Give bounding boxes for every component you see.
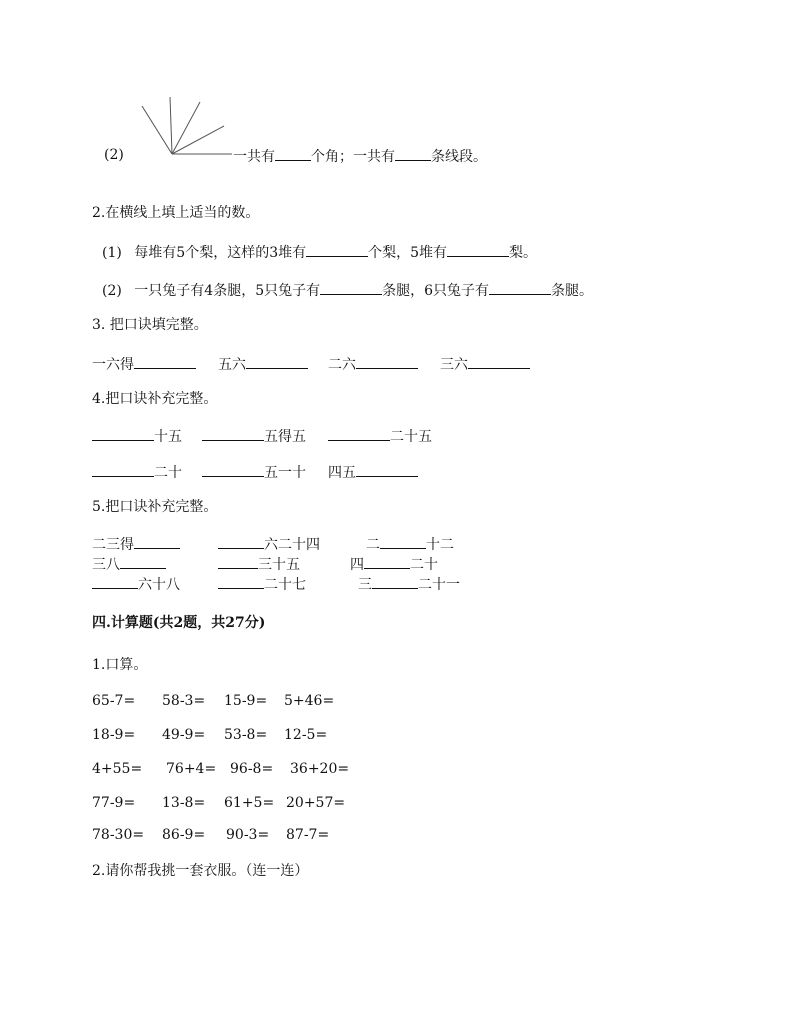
question-5-item: 二十七 bbox=[218, 574, 306, 594]
answer-blank[interactable] bbox=[246, 354, 308, 369]
answer-blank[interactable] bbox=[275, 146, 311, 161]
calc-item: 18-9= bbox=[92, 727, 136, 743]
calc-item: 15-9= bbox=[224, 693, 268, 709]
answer-blank[interactable] bbox=[92, 462, 154, 477]
answer-blank[interactable] bbox=[356, 354, 418, 369]
calc-item: 61+5= bbox=[224, 795, 275, 811]
calc-item: 20+57= bbox=[286, 795, 346, 811]
answer-blank[interactable] bbox=[395, 146, 431, 161]
answer-blank[interactable] bbox=[218, 534, 264, 549]
calc-item: 77-9= bbox=[92, 795, 136, 811]
answer-blank[interactable] bbox=[356, 462, 418, 477]
question-5-heading: 5.把口诀补充完整。 bbox=[92, 499, 218, 515]
calc-heading: 1.口算。 bbox=[92, 657, 148, 673]
question-5-item: 三 二十一 bbox=[358, 574, 460, 594]
question-5-item: 二 十二 bbox=[366, 534, 454, 554]
answer-blank[interactable] bbox=[380, 534, 426, 549]
question-3-item: 二六 bbox=[328, 354, 418, 374]
question-3-item: 一六得 bbox=[92, 354, 196, 374]
question-2-sub-2: (2) 一只兔子有4条腿，5只兔子有 条腿，6只兔子有 条腿。 bbox=[102, 280, 593, 300]
answer-blank[interactable] bbox=[92, 574, 138, 589]
answer-blank[interactable] bbox=[218, 554, 258, 569]
question-4-item: 十五 bbox=[92, 426, 182, 446]
angle-question-line: 一共有 个角；一共有 条线段。 bbox=[233, 146, 487, 166]
question-4-item: 二十五 bbox=[328, 426, 432, 446]
answer-blank[interactable] bbox=[372, 574, 418, 589]
calc-item: 12-5= bbox=[284, 727, 328, 743]
question-2-heading: 2.在横线上填上适当的数。 bbox=[92, 205, 260, 221]
answer-blank[interactable] bbox=[320, 280, 382, 295]
question-3-item: 五六 bbox=[218, 354, 308, 374]
clothes-question-heading: 2.请你帮我挑一套衣服。（连一连） bbox=[92, 863, 309, 879]
question-4-item: 四五 bbox=[328, 462, 418, 482]
question-5-item: 三十五 bbox=[218, 554, 300, 574]
section-4-title: 四.计算题(共2题，共27分) bbox=[92, 615, 266, 631]
question-4-item: 五得五 bbox=[202, 426, 306, 446]
answer-blank[interactable] bbox=[120, 554, 166, 569]
calc-item: 49-9= bbox=[162, 727, 206, 743]
answer-blank[interactable] bbox=[202, 426, 264, 441]
question-3-item: 三六 bbox=[440, 354, 530, 374]
angle-rays-figure bbox=[138, 92, 238, 162]
question-5-item: 六十八 bbox=[92, 574, 180, 594]
question-2-sub-1: (1) 每堆有5个梨，这样的3堆有 个梨，5堆有 梨。 bbox=[102, 242, 537, 262]
angle-question-number: (2) bbox=[104, 147, 124, 163]
question-5-item: 六二十四 bbox=[218, 534, 320, 554]
calc-item: 86-9= bbox=[162, 827, 206, 843]
answer-blank[interactable] bbox=[489, 280, 551, 295]
calc-item: 36+20= bbox=[290, 761, 350, 777]
answer-blank[interactable] bbox=[306, 242, 368, 257]
answer-blank[interactable] bbox=[447, 242, 509, 257]
answer-blank[interactable] bbox=[364, 554, 410, 569]
answer-blank[interactable] bbox=[134, 534, 180, 549]
answer-blank[interactable] bbox=[468, 354, 530, 369]
answer-blank[interactable] bbox=[134, 354, 196, 369]
question-3-heading: 3. 把口诀填完整。 bbox=[92, 317, 208, 333]
answer-blank[interactable] bbox=[328, 426, 390, 441]
calc-item: 78-30= bbox=[92, 827, 145, 843]
question-5-item: 二三得 bbox=[92, 534, 180, 554]
calc-item: 76+4= bbox=[166, 761, 217, 777]
question-4-item: 二十 bbox=[92, 462, 182, 482]
question-4-item: 五一十 bbox=[202, 462, 306, 482]
question-4-heading: 4.把口诀补充完整。 bbox=[92, 391, 218, 407]
calc-item: 87-7= bbox=[286, 827, 330, 843]
calc-item: 53-8= bbox=[224, 727, 268, 743]
calc-item: 65-7= bbox=[92, 693, 136, 709]
calc-item: 58-3= bbox=[162, 693, 206, 709]
answer-blank[interactable] bbox=[202, 462, 264, 477]
question-5-item: 四 二十 bbox=[350, 554, 438, 574]
calc-item: 90-3= bbox=[226, 827, 270, 843]
calc-item: 4+55= bbox=[92, 761, 143, 777]
calc-item: 13-8= bbox=[162, 795, 206, 811]
calc-item: 96-8= bbox=[230, 761, 274, 777]
calc-item: 5+46= bbox=[284, 693, 335, 709]
question-5-item: 三八 bbox=[92, 554, 166, 574]
answer-blank[interactable] bbox=[218, 574, 264, 589]
answer-blank[interactable] bbox=[92, 426, 154, 441]
